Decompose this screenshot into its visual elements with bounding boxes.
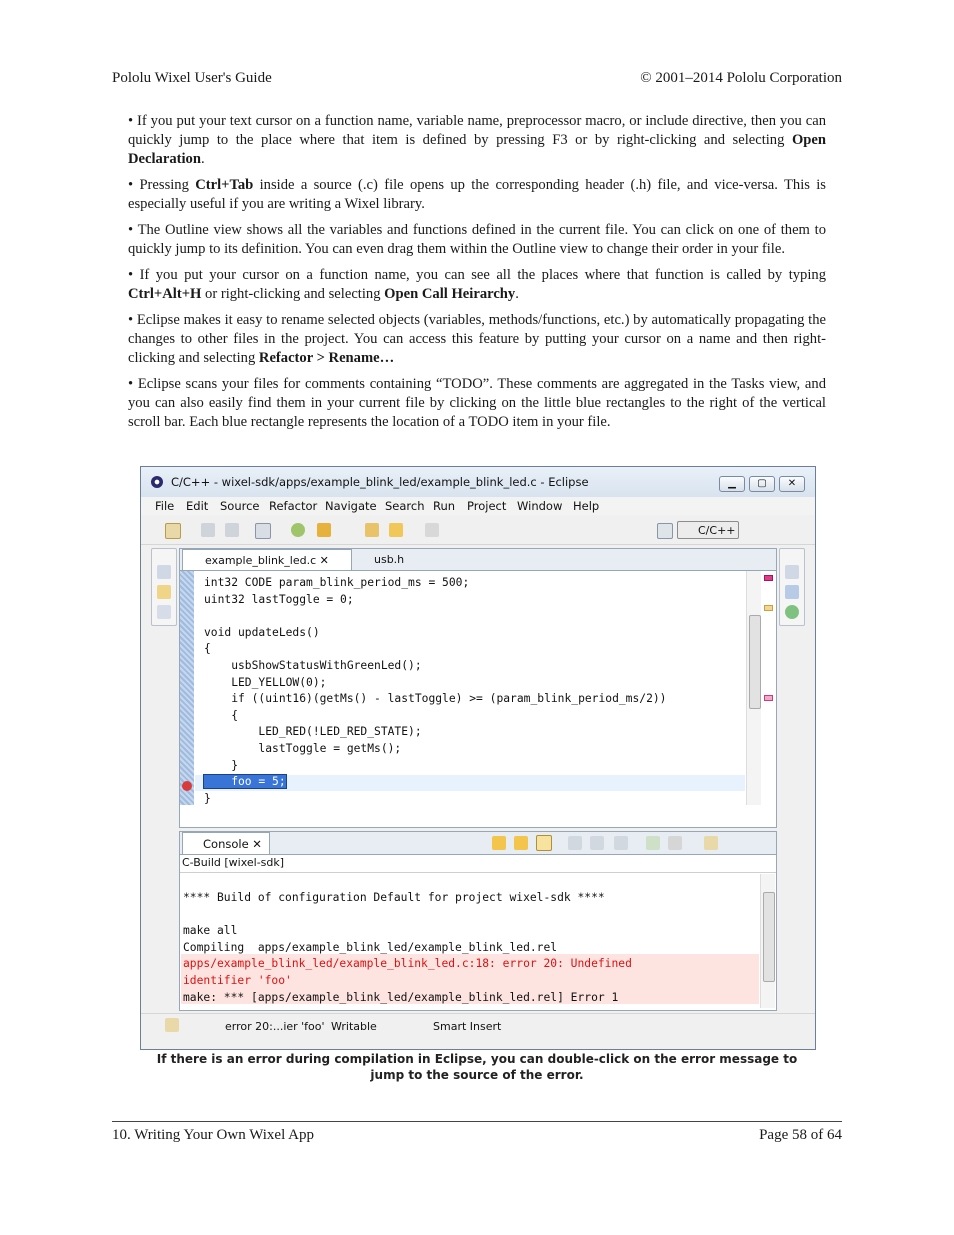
scroll-lock-icon[interactable] — [536, 835, 552, 851]
menu-source[interactable]: Source — [220, 499, 260, 513]
back-icon[interactable] — [389, 523, 403, 537]
last-edit-icon[interactable] — [365, 523, 379, 537]
menu-navigate[interactable]: Navigate — [325, 499, 377, 513]
overview-error-mark[interactable] — [764, 575, 773, 581]
footer-page-number: Page 58 of 64 — [759, 1127, 842, 1143]
bullet-ctrl-tab: • Pressing Ctrl+Tab inside a source (.c) file opens up the corresponding header (.h) file, and vice-versa. This is especially useful if you are writing a Wixel library. — [128, 177, 826, 212]
tab-usb-h[interactable]: usb.h — [374, 553, 405, 566]
console-divider — [180, 872, 776, 873]
figure-caption: If there is an error during compilation in Eclipse, you can double-click on the error message to jump to the source of the error. — [156, 1052, 798, 1082]
menu-window[interactable]: Window — [517, 499, 563, 513]
console-line: Compiling apps/example_blink_led/example_blink_led.rel — [183, 940, 558, 954]
editor-tab-bar — [180, 549, 776, 571]
console-line: **** Build of configuration Default for project wixel-sdk **** — [183, 891, 605, 904]
overview-warning-mark[interactable] — [764, 605, 773, 611]
console-line: make: *** [apps/example_blink_led/example_blink_led.rel] Error 1 — [183, 990, 619, 1004]
project-explorer-icon[interactable] — [157, 585, 171, 599]
console-subtitle: C-Build [wixel-sdk] — [182, 856, 285, 869]
code-line-error: foo = 5; — [204, 775, 286, 789]
outline-icon[interactable] — [785, 585, 799, 599]
menu-bar — [141, 497, 815, 515]
menu-help[interactable]: Help — [573, 499, 600, 513]
footer-rule — [112, 1121, 842, 1122]
console-vertical-scrollbar[interactable] — [760, 874, 775, 1008]
build-icon[interactable] — [255, 523, 271, 539]
run-icon[interactable] — [317, 523, 331, 537]
right-trim-stack — [779, 548, 805, 626]
bullet-outline-view: • The Outline view shows all the variables and functions defined in the current file. You can click on one of them to quickly jump to its definition. You can even drag them within the Outline view to change their order in your file. — [128, 222, 826, 257]
menu-file[interactable]: File — [155, 499, 175, 513]
new-console-icon[interactable] — [704, 836, 718, 850]
header-copyright: © 2001–2014 Pololu Corporation — [640, 70, 842, 86]
perspective-cpp-button[interactable]: C/C++ — [677, 521, 739, 539]
console-scroll-thumb[interactable] — [763, 892, 775, 982]
code-line: { — [204, 642, 211, 656]
bullet-rename: • Eclipse makes it easy to rename selected objects (variables, methods/functions, etc.) by automatically propagating the changes to other files in the project. You can access this feature by putting your cursor on a name and then right-clicking and selecting Refactor > Rename… — [128, 312, 826, 366]
scroll-down-icon[interactable] — [492, 836, 506, 850]
window-titlebar — [141, 467, 815, 497]
open-perspective-icon[interactable] — [657, 523, 673, 539]
main-toolbar — [141, 516, 815, 545]
restore-icon[interactable] — [157, 565, 171, 579]
editor-scroll-thumb[interactable] — [749, 615, 761, 709]
tab-console[interactable]: Console ✕ — [182, 832, 270, 854]
error-marker-icon[interactable] — [182, 781, 192, 791]
maximize-button[interactable]: ▢ — [749, 476, 775, 492]
code-text[interactable] — [204, 575, 667, 807]
console-tab-bar — [180, 832, 776, 855]
code-line: { — [204, 708, 239, 722]
menu-edit[interactable]: Edit — [186, 499, 209, 513]
status-insert-mode: Smart Insert — [433, 1020, 502, 1033]
body-text — [128, 112, 826, 439]
bullet-todo: • Eclipse scans your files for comments containing “TODO”. These comments are aggregated in the Tasks view, and you can also easily find them in your current file by clicking on the little blue rectangles to the right of the vertical scroll bar. Each blue rectangle represents the location of a TODO item in your file. — [128, 376, 826, 430]
menu-refactor[interactable]: Refactor — [269, 499, 318, 513]
make-targets-icon[interactable] — [785, 605, 799, 619]
status-bar — [141, 1013, 815, 1038]
scroll-up-icon[interactable] — [514, 836, 528, 850]
menu-run[interactable]: Run — [433, 499, 456, 513]
code-line: usbShowStatusWithGreenLed(); — [204, 658, 422, 672]
editor-vertical-scrollbar[interactable] — [746, 571, 761, 805]
code-line: uint32 lastToggle = 0; — [204, 592, 354, 606]
new-icon[interactable] — [165, 523, 181, 539]
code-line: void updateLeds() — [204, 625, 320, 639]
console-output[interactable] — [183, 890, 632, 1006]
tab-example-blink-led-c[interactable]: example_blink_led.c ✕ — [182, 549, 352, 570]
fast-view-icon[interactable] — [165, 1018, 179, 1032]
console-line: make all — [183, 924, 238, 938]
window-title: C/C++ - wixel-sdk/apps/example_blink_led/example_blink_led.c - Eclipse — [171, 475, 589, 489]
menu-search[interactable]: Search — [385, 499, 425, 513]
debug-icon[interactable] — [291, 523, 305, 537]
status-writable: Writable — [331, 1020, 377, 1033]
display-console-icon[interactable] — [668, 836, 682, 850]
clear-console-icon[interactable] — [614, 836, 628, 850]
overview-error-mark[interactable] — [764, 695, 773, 701]
left-trim-stack — [151, 548, 177, 626]
code-line: lastToggle = getMs(); — [204, 741, 402, 755]
footer-section: 10. Writing Your Own Wixel App — [112, 1127, 315, 1143]
save-all-icon[interactable] — [225, 523, 239, 537]
cpp-projects-icon[interactable] — [157, 605, 171, 619]
overview-ruler — [762, 571, 774, 805]
editor-gutter — [180, 571, 194, 805]
code-line: LED_YELLOW(0); — [204, 675, 327, 689]
minimize-button[interactable]: ▁ — [719, 476, 745, 492]
code-line: LED_RED(!LED_RED_STATE); — [204, 725, 422, 739]
code-line: } — [204, 758, 239, 772]
forward-icon[interactable] — [425, 523, 439, 537]
eclipse-logo-icon — [151, 476, 163, 488]
console-error-line[interactable]: apps/example_blink_led/example_blink_led.c:18: error 20: Undefined — [183, 957, 632, 971]
restore-right-icon[interactable] — [785, 565, 799, 579]
code-line: if ((uint16)(getMs() - lastToggle) >= (param_blink_period_ms/2)) — [204, 692, 667, 706]
eclipse-screenshot — [140, 466, 816, 1050]
code-line: int32 CODE param_blink_period_ms = 500; — [204, 576, 470, 589]
close-button[interactable]: ✕ — [779, 476, 805, 492]
pin-icon[interactable] — [590, 836, 604, 850]
code-editor — [179, 548, 777, 828]
bullet-call-hierarchy: • If you put your cursor on a function name, you can see all the places where that function is called by typing Ctrl+Alt+H or right-clicking and selecting Open Call Heirarchy. — [128, 267, 826, 302]
console-error-line[interactable]: identifier 'foo' — [183, 973, 292, 987]
header-guide-title: Pololu Wixel User's Guide — [112, 70, 272, 86]
code-line: } — [204, 791, 211, 805]
bullet-open-declaration: • If you put your text cursor on a function name, variable name, preprocessor macro, or include directive, then you can quickly jump to the place where that item is defined by pressing F3 or by right-clicking and selecting Open Declaration. — [128, 113, 826, 167]
open-console-icon[interactable] — [646, 836, 660, 850]
save-icon[interactable] — [201, 523, 215, 537]
console-view — [179, 831, 777, 1011]
menu-project[interactable]: Project — [467, 499, 507, 513]
copy-icon[interactable] — [568, 836, 582, 850]
status-message: error 20:...ier 'foo' — [225, 1020, 325, 1033]
